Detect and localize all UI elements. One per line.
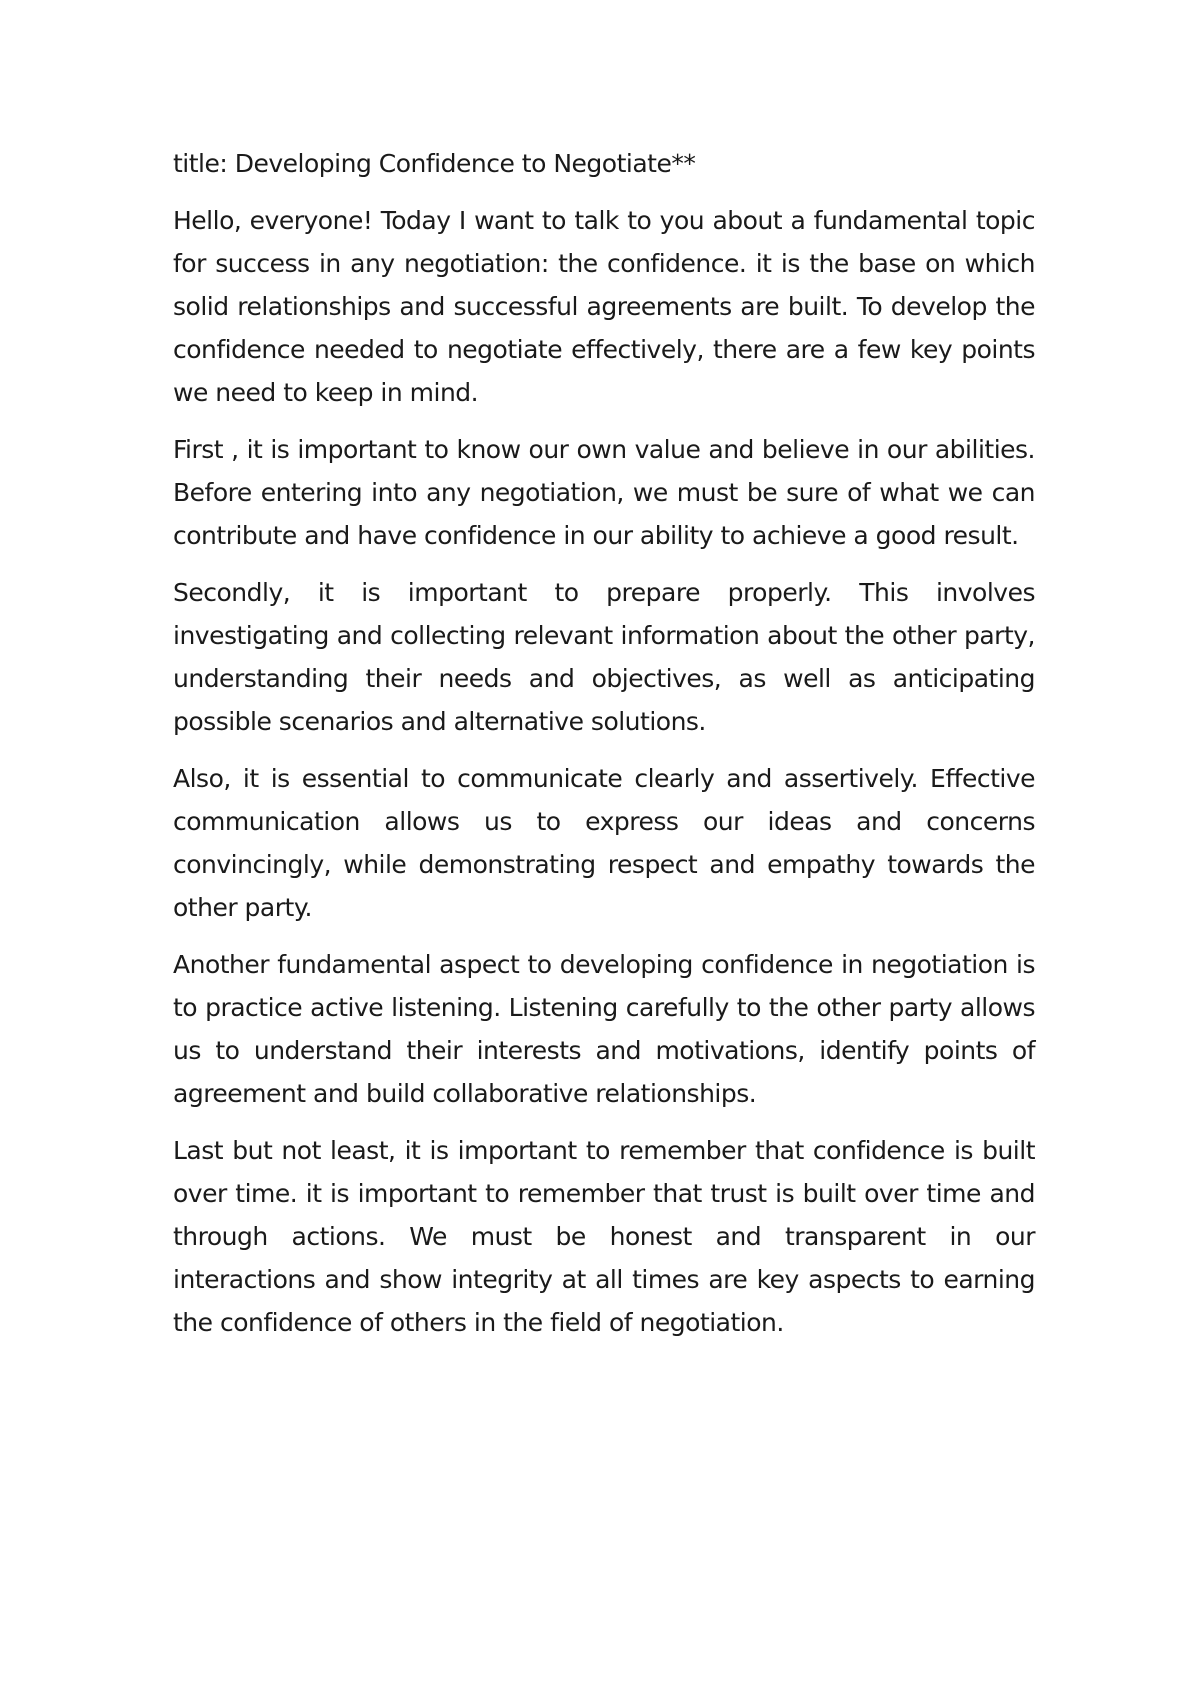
- paragraph-secondly: Secondly, it is important to prepare properly. This involves investigating and collecting relevant information about the other party, understanding their needs and objectives, as well as anticipating possible scenarios and alternative solutions.: [173, 578, 1035, 736]
- document-body: [173, 142, 1035, 1358]
- paragraph-also: Also, it is essential to communicate clearly and assertively. Effective communication allows us to express our ideas and concerns convincingly, while demonstrating respect and empathy towards the other party.: [173, 764, 1035, 922]
- document-title: title: Developing Confidence to Negotiate**: [173, 149, 696, 178]
- paragraph-first: First , it is important to know our own value and believe in our abilities. Before entering into any negotiation, we must be sure of what we can contribute and have confidence in our ability to achieve a good result.: [173, 435, 1035, 550]
- paragraph-intro: Hello, everyone! Today I want to talk to you about a fundamental topic for success in any negotiation: the confidence. it is the base on which solid relationships and successful agreements are built. To develop the confidence needed to negotiate effectively, there are a few key points we need to keep in mind.: [173, 206, 1035, 407]
- paragraph-another: Another fundamental aspect to developing confidence in negotiation is to practice active listening. Listening carefully to the other party allows us to understand their interests and motivations, identify points of agreement and build collaborative relationships.: [173, 950, 1035, 1108]
- paragraph-last: Last but not least, it is important to remember that confidence is built over time. it is important to remember that trust is built over time and through actions. We must be honest and transparent in our interactions and show integrity at all times are key aspects to earning the confidence of others in the field of negotiation.: [173, 1136, 1035, 1337]
